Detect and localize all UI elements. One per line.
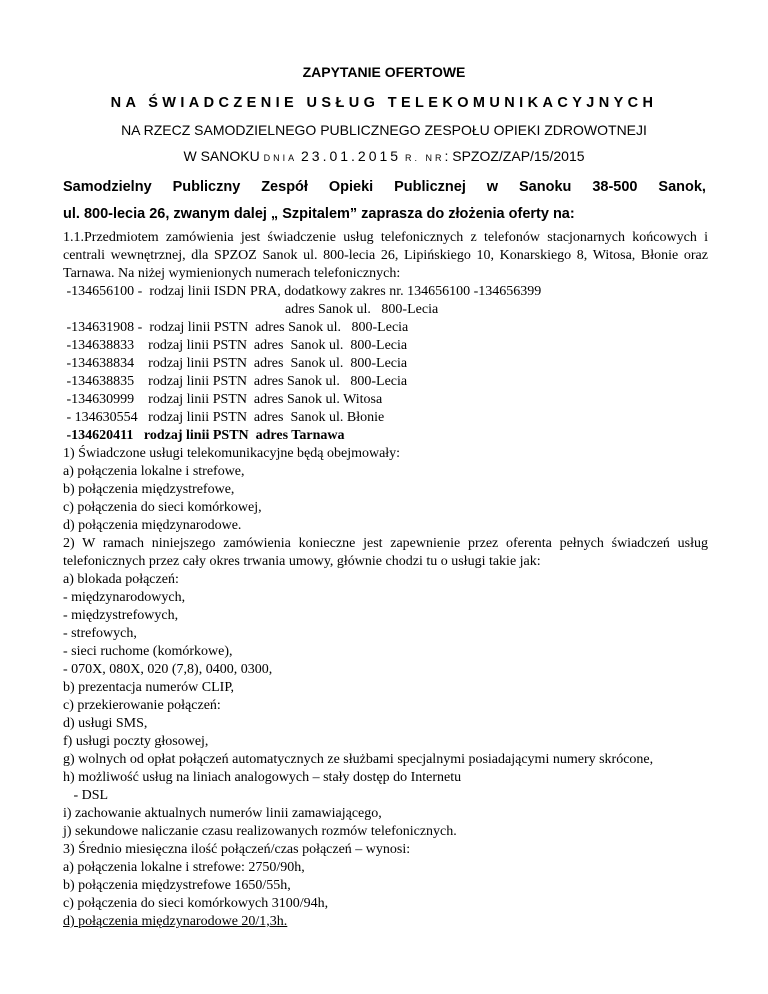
- list-item: f) usługi poczty głosowej,: [63, 734, 209, 749]
- intro-word: Samodzielny: [63, 179, 152, 195]
- list-item: d) połączenia międzynarodowe.: [63, 518, 242, 533]
- list-item: i) zachowanie aktualnych numerów linii zamawiającego,: [63, 806, 382, 821]
- list-item: a) połączenia lokalne i strefowe,: [63, 464, 245, 479]
- list-item: c) połączenia do sieci komórkowych 3100/94h,: [63, 896, 329, 911]
- list-item: g) wolnych od opłat połączeń automatycznych ze służbami specjalnymi posiadającymi numery skrócone,: [63, 752, 654, 767]
- line-number-1: -134656100 - rodzaj linii ISDN PRA, dodatkowy zakres nr. 134656100 -134656399: [63, 284, 542, 299]
- volume-heading: 3) Średnio miesięczna ilość połączeń/czas połączeń – wynosi:: [63, 842, 411, 857]
- line-number-3: -134638833 rodzaj linii PSTN adres Sanok ul. 800-Lecia: [63, 338, 408, 353]
- document-subtitle: NA ŚWIADCZENIE USŁUG TELEKOMUNIKACYJNYCH: [110, 95, 658, 111]
- list-item: [63, 913, 708, 931]
- list-item: a) blokada połączeń:: [63, 572, 179, 587]
- services-heading: 1) Świadczone usługi telekomunikacyjne będą obejmowały:: [63, 446, 401, 461]
- list-item: - międzynarodowych,: [63, 590, 186, 605]
- list-item: b) połączenia międzystrefowe,: [63, 482, 235, 497]
- list-item: d) usługi SMS,: [63, 716, 148, 731]
- intro-word: Opieki: [328, 179, 374, 195]
- intro-word: Publiczny: [172, 179, 241, 195]
- date-value: 23.01.2015: [301, 148, 402, 164]
- list-item: - 070X, 080X, 020 (7,8), 0400, 0300,: [63, 662, 273, 677]
- list-item: - DSL: [63, 788, 109, 803]
- line-number-5: -134638835 rodzaj linii PSTN adres Sanok ul. 800-Lecia: [63, 374, 408, 389]
- line-address-1: adres Sanok ul. 800-Lecia: [285, 302, 439, 317]
- underlined-item: d) połączenia międzynarodowe 20/1,3h.: [63, 914, 288, 929]
- line-number-7: - 134630554 rodzaj linii PSTN adres Sanok ul. Błonie: [63, 410, 385, 425]
- intro-word: Sanoku: [519, 179, 572, 195]
- list-item: c) połączenia do sieci komórkowej,: [63, 500, 262, 515]
- list-item: - międzystrefowych,: [63, 608, 179, 623]
- list-item: - strefowych,: [63, 626, 137, 641]
- date-line: [0, 148, 768, 164]
- intro-word: 38-500: [592, 179, 638, 195]
- list-item: b) prezentacja numerów CLIP,: [63, 680, 235, 695]
- paragraph-subject: 1.1.Przedmiotem zamówienia jest świadczenie usług telefonicznych z telefonów stacjonarnych końcowych i centrali wewnętrznej, dla SPZOZ Sanok ul. 800-lecia 26, Lipińskiego 10, Konarskiego 8, Witosa, Błonie oraz Tarnawa. Na niżej wymienionych numerach telefonicznych:: [63, 230, 708, 281]
- intro-line-2: ul. 800-lecia 26, zwanym dalej „ Szpitalem” zaprasza do złożenia oferty na:: [63, 206, 575, 222]
- document-body: [63, 229, 708, 931]
- number-label: R. NR: [404, 153, 445, 163]
- line-number-2: -134631908 - rodzaj linii PSTN adres Sanok ul. 800-Lecia: [63, 320, 409, 335]
- list-item: c) przekierowanie połączeń:: [63, 698, 221, 713]
- date-prefix: W SANOKU: [183, 148, 260, 164]
- list-item: j) sekundowe naliczanie czasu realizowanych rozmów telefonicznych.: [63, 824, 457, 839]
- intro-word: Sanok,: [658, 179, 706, 195]
- paragraph-requirements: 2) W ramach niniejszego zamówienia konieczne jest zapewnienie przez oferenta pełnych świadczeń usług telefonicznych przez cały okres trwania umowy, głównie chodzi tu o usługi takie jak:: [63, 536, 708, 569]
- list-item: a) połączenia lokalne i strefowe: 2750/90h,: [63, 860, 305, 875]
- line-number-4: -134638834 rodzaj linii PSTN adres Sanok ul. 800-Lecia: [63, 356, 408, 371]
- intro-word: Publicznej: [394, 179, 466, 195]
- document-title: ZAPYTANIE OFERTOWE: [302, 64, 466, 80]
- list-item: - sieci ruchome (komórkowe),: [63, 644, 233, 659]
- list-item: b) połączenia międzystrefowe 1650/55h,: [63, 878, 291, 893]
- recipient-line: NA RZECZ SAMODZIELNEGO PUBLICZNEGO ZESPOŁU OPIEKI ZDROWOTNEJI: [121, 122, 647, 138]
- date-dnia: DNIA: [263, 153, 298, 163]
- line-number-8: -134620411 rodzaj linii PSTN adres Tarnawa: [63, 428, 345, 443]
- intro-word: Zespół: [261, 179, 308, 195]
- list-item: h) możliwość usług na liniach analogowych – stały dostęp do Internetu: [63, 770, 462, 785]
- intro-word: w: [486, 179, 499, 195]
- reference-number: : SPZOZ/ZAP/15/2015: [444, 148, 585, 164]
- intro-line-1: [63, 179, 706, 195]
- line-number-6: -134630999 rodzaj linii PSTN adres Sanok ul. Witosa: [63, 392, 383, 407]
